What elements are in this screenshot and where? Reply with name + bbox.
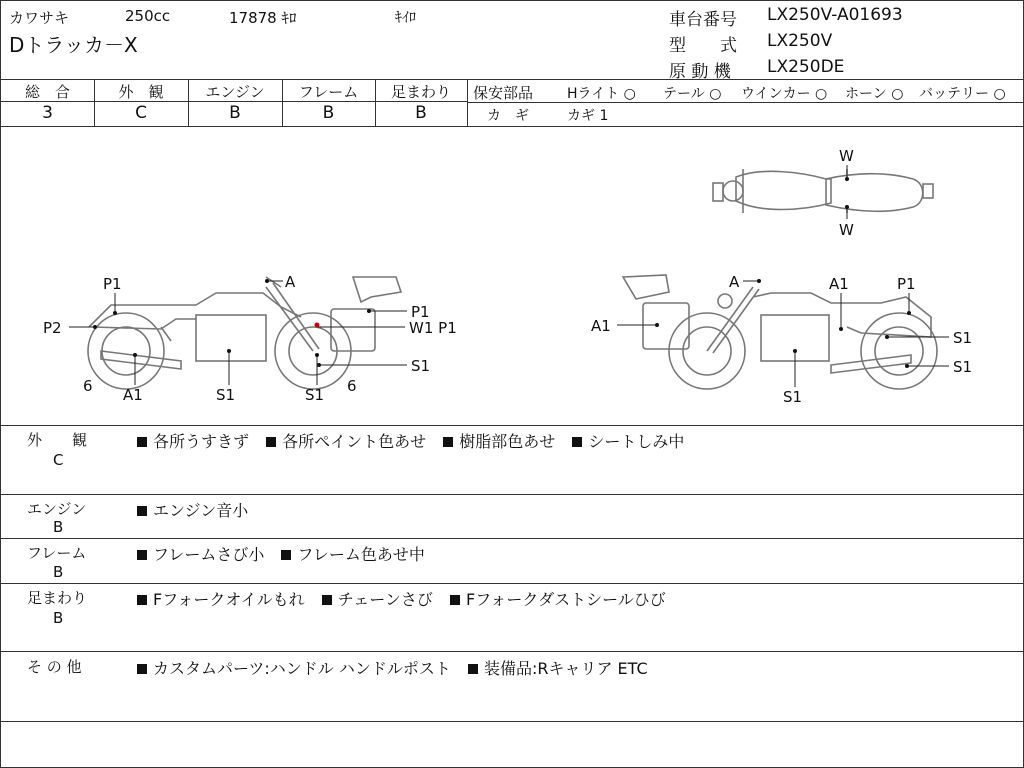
- safety-item-horn: ホーン ○: [845, 86, 904, 102]
- grade-value-suspension: B: [415, 103, 427, 123]
- label-left-a: A: [285, 273, 296, 291]
- engine-value: LX250DE: [767, 57, 845, 77]
- safety-item-winker: ウインカー ○: [741, 86, 828, 102]
- label-left-6-front: 6: [347, 377, 357, 395]
- grade-header-frame: フレーム: [298, 83, 359, 101]
- safety-item-tail: テール ○: [663, 86, 722, 102]
- label-left-a1: A1: [123, 386, 143, 404]
- grade-header-suspension: 足まわり: [390, 83, 451, 101]
- label-right-s1-lower: S1: [953, 358, 973, 376]
- note-items-other: カスタムパーツ:ハンドル ハンドルポスト 装備品:Rキャリア ETC: [137, 656, 648, 679]
- label-left-p1-front: P1: [411, 303, 430, 321]
- label-right-a: A: [729, 273, 740, 291]
- displacement: 250cc: [125, 7, 171, 25]
- frame-no: LX250V-A01693: [767, 5, 903, 25]
- note-grade-suspension: B: [53, 609, 64, 627]
- note-label-engine: エンジン: [27, 500, 87, 518]
- label-right-p1: P1: [897, 275, 916, 293]
- grade-value-frame: B: [322, 103, 335, 123]
- grade-value-overall: 3: [42, 103, 53, 123]
- note-items-engine: エンジン音小: [137, 498, 248, 521]
- maker: カワサキ: [9, 9, 70, 27]
- grade-header-appearance: 外 観: [118, 83, 164, 101]
- mileage-unit: ｷｲﾛ: [395, 10, 416, 26]
- label-top-w2: W: [839, 221, 854, 239]
- label-left-s1-fork: S1: [305, 386, 325, 404]
- label-left-p2: P2: [43, 319, 62, 337]
- note-label-appearance: 外 観: [27, 431, 88, 449]
- label-right-a1-case: A1: [591, 317, 611, 335]
- safety-item-battery: バッテリー ○: [919, 86, 1006, 102]
- label-left-w1p1: W1 P1: [409, 319, 457, 337]
- frame-no-label: 車台番号: [669, 10, 737, 30]
- label-left-p1-rear: P1: [103, 275, 122, 293]
- mileage: 17878 ｷﾛ: [229, 9, 297, 27]
- note-label-suspension: 足まわり: [27, 589, 88, 607]
- grade-value-engine: B: [229, 103, 241, 123]
- note-items-suspension: Fフォークオイルもれ チェーンさび Fフォークダストシールひび: [137, 587, 666, 610]
- label-top-w1: W: [839, 147, 854, 165]
- model-name: Dトラッカ－X: [9, 33, 138, 57]
- safety-label: 保安部品: [473, 84, 534, 102]
- note-items-appearance: 各所うすきず 各所ペイント色あせ 樹脂部色あせ シートしみ中: [137, 429, 684, 452]
- key-label: カ ギ: [487, 108, 529, 124]
- label-right-a1-tank: A1: [829, 275, 849, 293]
- grade-value-appearance: C: [135, 103, 147, 123]
- note-grade-appearance: C: [53, 451, 64, 469]
- safety-item-headlight: Hライト ○: [567, 86, 636, 102]
- label-right-s1-upper: S1: [953, 329, 973, 347]
- right-view-sketch: [623, 275, 937, 389]
- note-label-other: そ の 他: [27, 658, 82, 676]
- damage-diagram: [1, 127, 1023, 425]
- note-grade-engine: B: [53, 518, 64, 536]
- engine-label: 原 動 機: [669, 62, 731, 82]
- label-left-s1-engine: S1: [216, 386, 236, 404]
- note-items-frame: フレームさび小 フレーム色あせ中: [137, 542, 425, 565]
- top-view-sketch: [713, 169, 933, 213]
- type-value: LX250V: [767, 31, 833, 51]
- grade-header-engine: エンジン: [205, 83, 265, 101]
- note-grade-frame: B: [53, 563, 64, 581]
- label-right-s1-engine: S1: [783, 388, 803, 406]
- key-value: カギ 1: [567, 108, 609, 124]
- type-label: 型 式: [669, 36, 737, 56]
- note-label-frame: フレーム: [27, 544, 87, 562]
- label-left-6-rear: 6: [83, 377, 93, 395]
- label-left-s1-front: S1: [411, 357, 431, 375]
- grade-header-overall: 総 合: [24, 83, 70, 101]
